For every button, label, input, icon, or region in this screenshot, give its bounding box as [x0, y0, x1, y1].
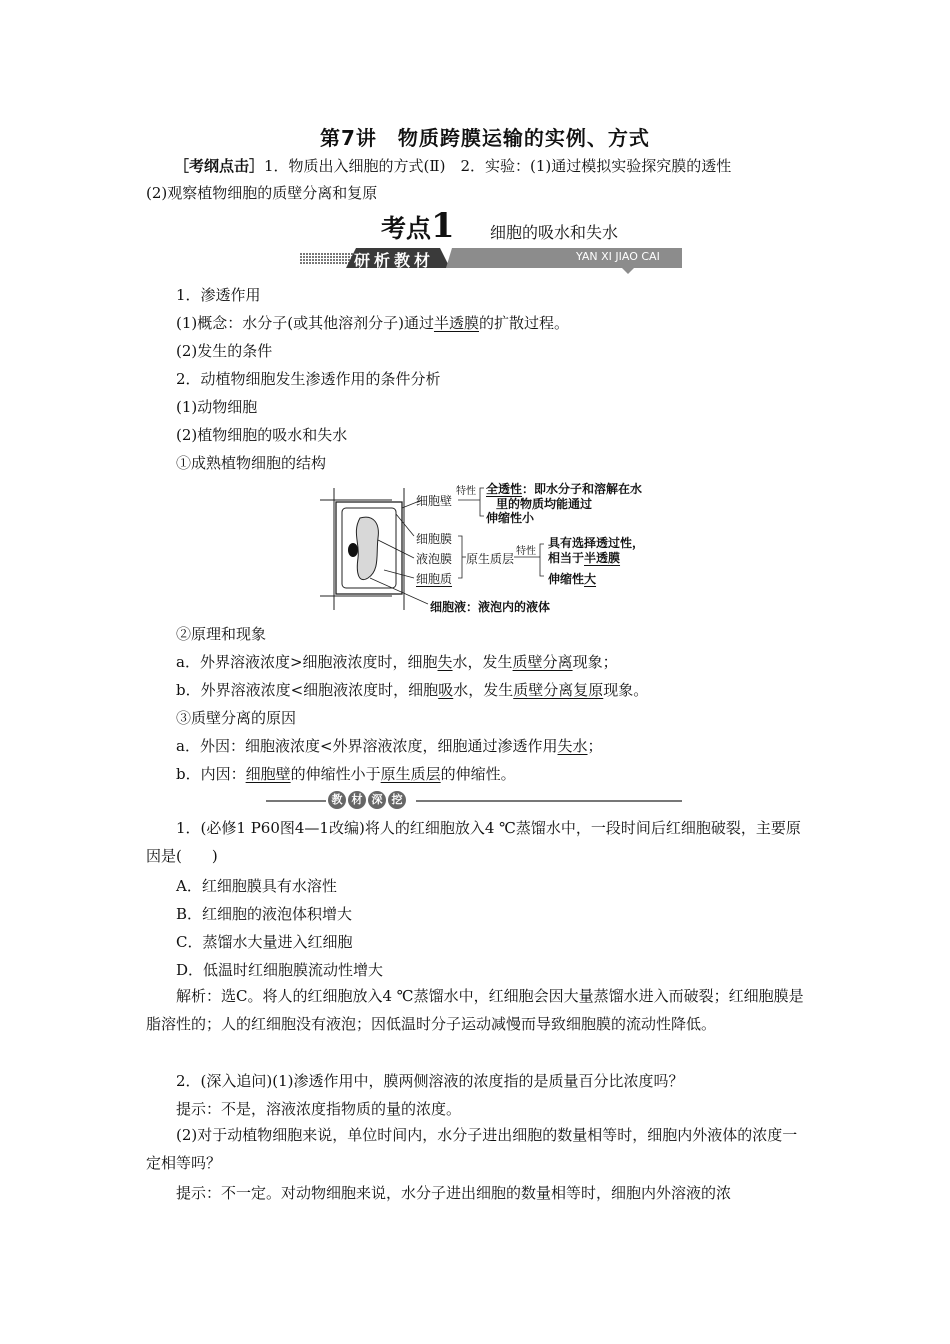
principle-heading: ②原理和现象	[176, 625, 267, 643]
q1-option-d: D．低温时红细胞膜流动性增大	[176, 961, 384, 979]
banner-label: 研析教材	[354, 251, 435, 270]
label-protoplast: 原生质层	[466, 552, 515, 566]
kaodian-label: 考点	[381, 214, 432, 243]
label-cell-membrane: 细胞膜	[416, 532, 453, 546]
kaodian-number: 1	[431, 206, 455, 246]
section-header	[381, 206, 455, 246]
outline-line2: (2)观察植物细胞的质壁分离和复原	[146, 184, 378, 202]
q1-analysis: 解析：选C。将人的红细胞放入4 ℃蒸馏水中，红细胞会因大量蒸馏水进入而破裂；红细胞膜是脂溶性的；人的红细胞没有液泡；因低温时分子运动减慢而导致细胞膜的流动性降低。	[146, 987, 804, 1033]
section-title: 细胞的吸水和失水	[490, 223, 619, 242]
banner-arrow-icon	[622, 268, 634, 274]
banner-pinyin: YAN XI JIAO CAI	[576, 250, 660, 263]
vacuole-shape	[356, 517, 378, 579]
divider-char-2: 材	[348, 791, 366, 809]
divider-char-3: 深	[368, 791, 386, 809]
label-cytoplasm: 细胞质	[416, 572, 453, 586]
outline-line1: 1．物质出入细胞的方式(Ⅱ) 2．实验：(1)通过模拟实验探究膜的透性	[264, 157, 732, 175]
heading-conditions: 2．动植物细胞发生渗透作用的条件分析	[176, 370, 441, 388]
label-property-2: 特性	[516, 546, 536, 557]
q2-sub-2: (2)对于动植物细胞来说，单位时间内，水分子进出细胞的数量相等时，细胞内外液体的浓度一定相等吗？	[146, 1126, 798, 1172]
reason-b: b．内因：细胞壁的伸缩性小于原生质层的伸缩性。	[176, 765, 516, 783]
reason-a: a．外因：细胞液浓度<外界溶液浓度，细胞通过渗透作用失水；	[176, 737, 603, 755]
q1-option-b: B．红细胞的液泡体积增大	[176, 905, 353, 923]
heading-osmosis: 1．渗透作用	[176, 286, 261, 304]
conditions-line: (2)发生的条件	[176, 342, 273, 360]
exam-outline	[146, 153, 810, 207]
divider-char-4: 挖	[388, 791, 406, 809]
nucleus-shape	[348, 543, 358, 557]
plant-cell-line: (2)植物细胞的吸水和失水	[176, 426, 348, 444]
q2-hint-1: 提示：不是，溶液浓度指物质的量的浓度。	[176, 1100, 462, 1118]
reason-heading: ③质壁分离的原因	[176, 709, 297, 727]
question-1-stem: 1．(必修1 P60图4—1改编)将人的红细胞放入4 ℃蒸馏水中，一段时间后红细胞破裂，主要原因是( )	[146, 819, 801, 865]
label-tonoplast: 液泡膜	[416, 552, 453, 566]
principle-a: a．外界溶液浓度>细胞液浓度时，细胞失水，发生质壁分离现象；	[176, 653, 618, 671]
label-property-1: 特性	[456, 486, 476, 497]
label-semipermeable: 相当于半透膜	[548, 551, 621, 565]
outline-tag: ［考纲点击］	[174, 157, 265, 175]
label-cell-sap: 细胞液：液泡内的液体	[430, 600, 551, 614]
label-stretch-large: 伸缩性大	[548, 572, 597, 586]
question-2-stem: 2．(深入追问)(1)渗透作用中，膜两侧溶液的浓度指的是质量百分比浓度吗？	[176, 1072, 684, 1090]
label-selective: 具有选择透过性，	[548, 536, 645, 550]
divider-char-1: 教	[328, 791, 346, 809]
structure-line: ①成熟植物细胞的结构	[176, 454, 327, 472]
label-cell-wall: 细胞壁	[416, 494, 453, 508]
banner-left-hatch	[300, 252, 356, 264]
label-stretch-small: 伸缩性小	[486, 511, 535, 525]
label-full-perm-desc: 里的物质均能通过	[496, 497, 593, 511]
blank-semipermeable: 半透膜	[433, 314, 479, 332]
textbook-divider	[266, 790, 682, 812]
q2-hint-2: 提示：不一定。对动物细胞来说，水分子进出细胞的数量相等时，细胞内外溶液的浓	[176, 1184, 732, 1202]
q1-option-a: A．红细胞膜具有水溶性	[176, 877, 337, 895]
plant-cell-diagram	[318, 478, 658, 618]
q1-option-c: C．蒸馏水大量进入红细胞	[176, 933, 353, 951]
animal-cell-line: (1)动物细胞	[176, 398, 258, 416]
page-title: 第7讲 物质跨膜运输的实例、方式	[320, 126, 650, 150]
label-full-permeability: 全透性：即水分子和溶解在水	[486, 482, 643, 496]
concept-line: (1)概念：水分子(或其他溶剂分子)通过半透膜的扩散过程。	[176, 314, 569, 332]
principle-b: b．外界溶液浓度<细胞液浓度时，细胞吸水，发生质壁分离复原现象。	[176, 681, 649, 699]
